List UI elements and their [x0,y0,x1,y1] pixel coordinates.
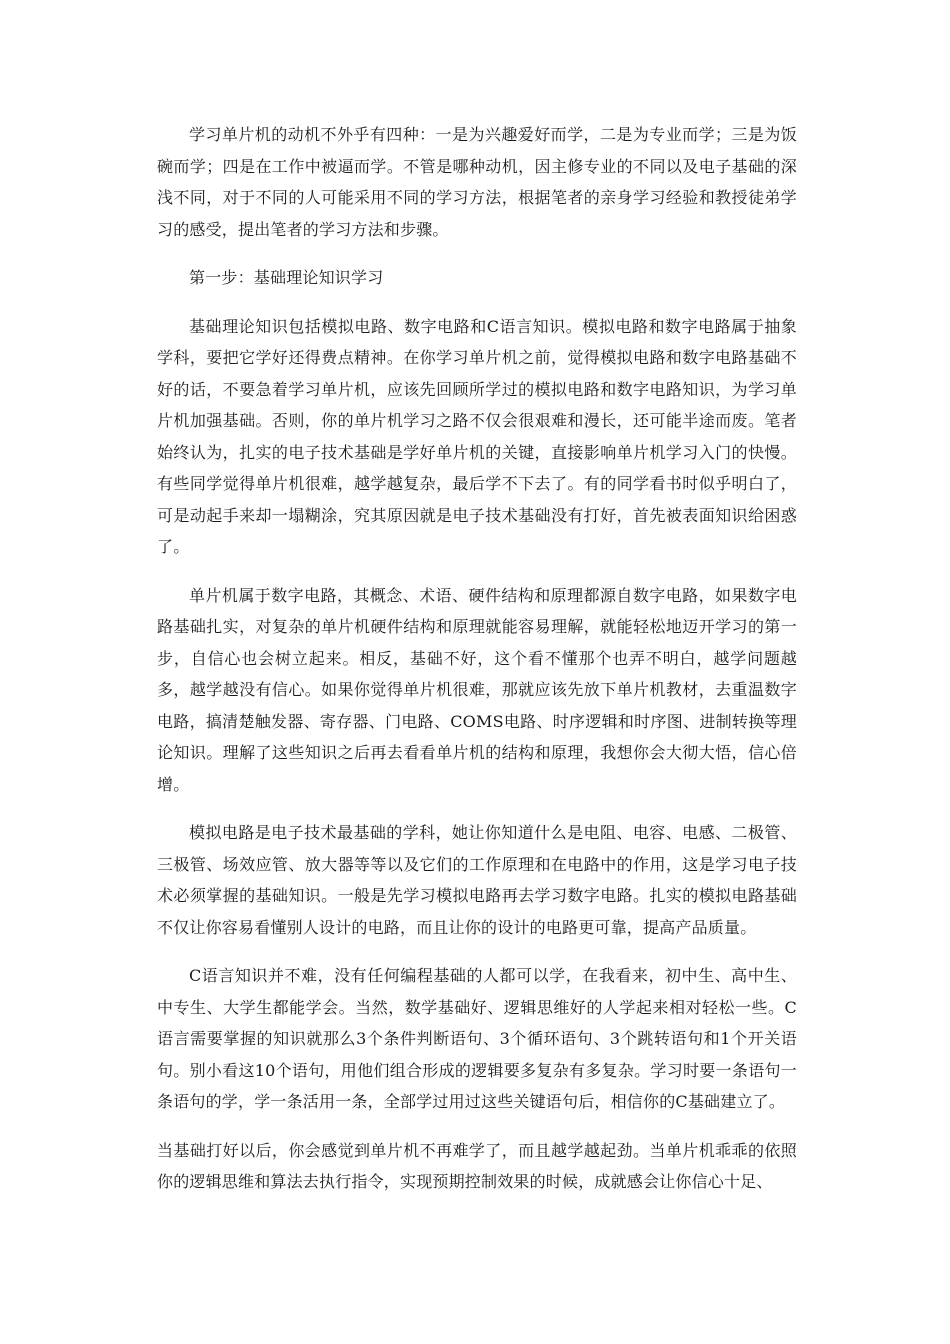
section-heading-step-one: 第一步：基础理论知识学习 [189,268,384,287]
document-body [157,119,797,1215]
paragraph-analog-circuits: 模拟电路是电子技术最基础的学科，她让你知道什么是电阻、电容、电感、二极管、三极管、场效应管、放大器等等以及它们的工作原理和在电路中的作用，这是学习电子技术必须掌握的基础知识。一般是先学习模拟电路再去学习数字电路。扎实的模拟电路基础不仅让你容易看懂别人设计的电路，而且让你的设计的电路更可靠，提高产品质量。 [157,823,797,937]
paragraph-digital-circuits: 单片机属于数字电路，其概念、术语、硬件结构和原理都源自数字电路，如果数字电路基础扎实，对复杂的单片机硬件结构和原理就能容易理解，就能轻松地迈开学习的第一步，自信心也会树立起来。相反，基础不好，这个看不懂那个也弄不明白，越学问题越多，越学越没有信心。如果你觉得单片机很难，那就应该先放下单片机教材，去重温数字电路，搞清楚触发器、寄存器、门电路、COMS电路、时序逻辑和时序图、进制转换等理论知识。理解了这些知识之后再去看看单片机的结构和原理，我想你会大彻大悟，信心倍增。 [157,585,797,794]
paragraph-basic-theory: 基础理论知识包括模拟电路、数字电路和C语言知识。模拟电路和数字电路属于抽象学科，要把它学好还得费点精神。在你学习单片机之前，觉得模拟电路和数字电路基础不好的话，不要急着学习单片机，应该先回顾所学过的模拟电路和数字电路知识，为学习单片机加强基础。否则，你的单片机学习之路不仅会很艰难和漫长，还可能半途而废。笔者始终认为，扎实的电子技术基础是学好单片机的关键，直接影响单片机学习入门的快慢。有些同学觉得单片机很难，越学越复杂，最后学不下去了。有的同学看书时似乎明白了，可是动起手来却一塌糊涂，究其原因就是电子技术基础没有打好，首先被表面知识给困惑了。 [157,316,797,556]
paragraph-c-language: C语言知识并不难，没有任何编程基础的人都可以学，在我看来，初中生、高中生、中专生、大学生都能学会。当然，数学基础好、逻辑思维好的人学起来相对轻松一些。C语言需要掌握的知识就那么3个条件判断语句、3个循环语句、3个跳转语句和1个开关语句。别小看这10个语句，用他们组合形成的逻辑要多复杂有多复杂。学习时要一条语句一条语句的学，学一条活用一条，全部学过用过这些关键语句后，相信你的C基础建立了。 [157,966,797,1111]
paragraph-intro: 学习单片机的动机不外乎有四种：一是为兴趣爱好而学，二是为专业而学；三是为饭碗而学；四是在工作中被逼而学。不管是哪种动机，因主修专业的不同以及电子基础的深浅不同，对于不同的人可能采用不同的学习方法，根据笔者的亲身学习经验和教授徒弟学习的感受，提出笔者的学习方法和步骤。 [157,125,797,239]
paragraph-conclusion: 当基础打好以后，你会感觉到单片机不再难学了，而且越学越起劲。当单片机乖乖的依照你的逻辑思维和算法去执行指令，实现预期控制效果的时候，成就感会让你信心十足、 [157,1140,797,1191]
